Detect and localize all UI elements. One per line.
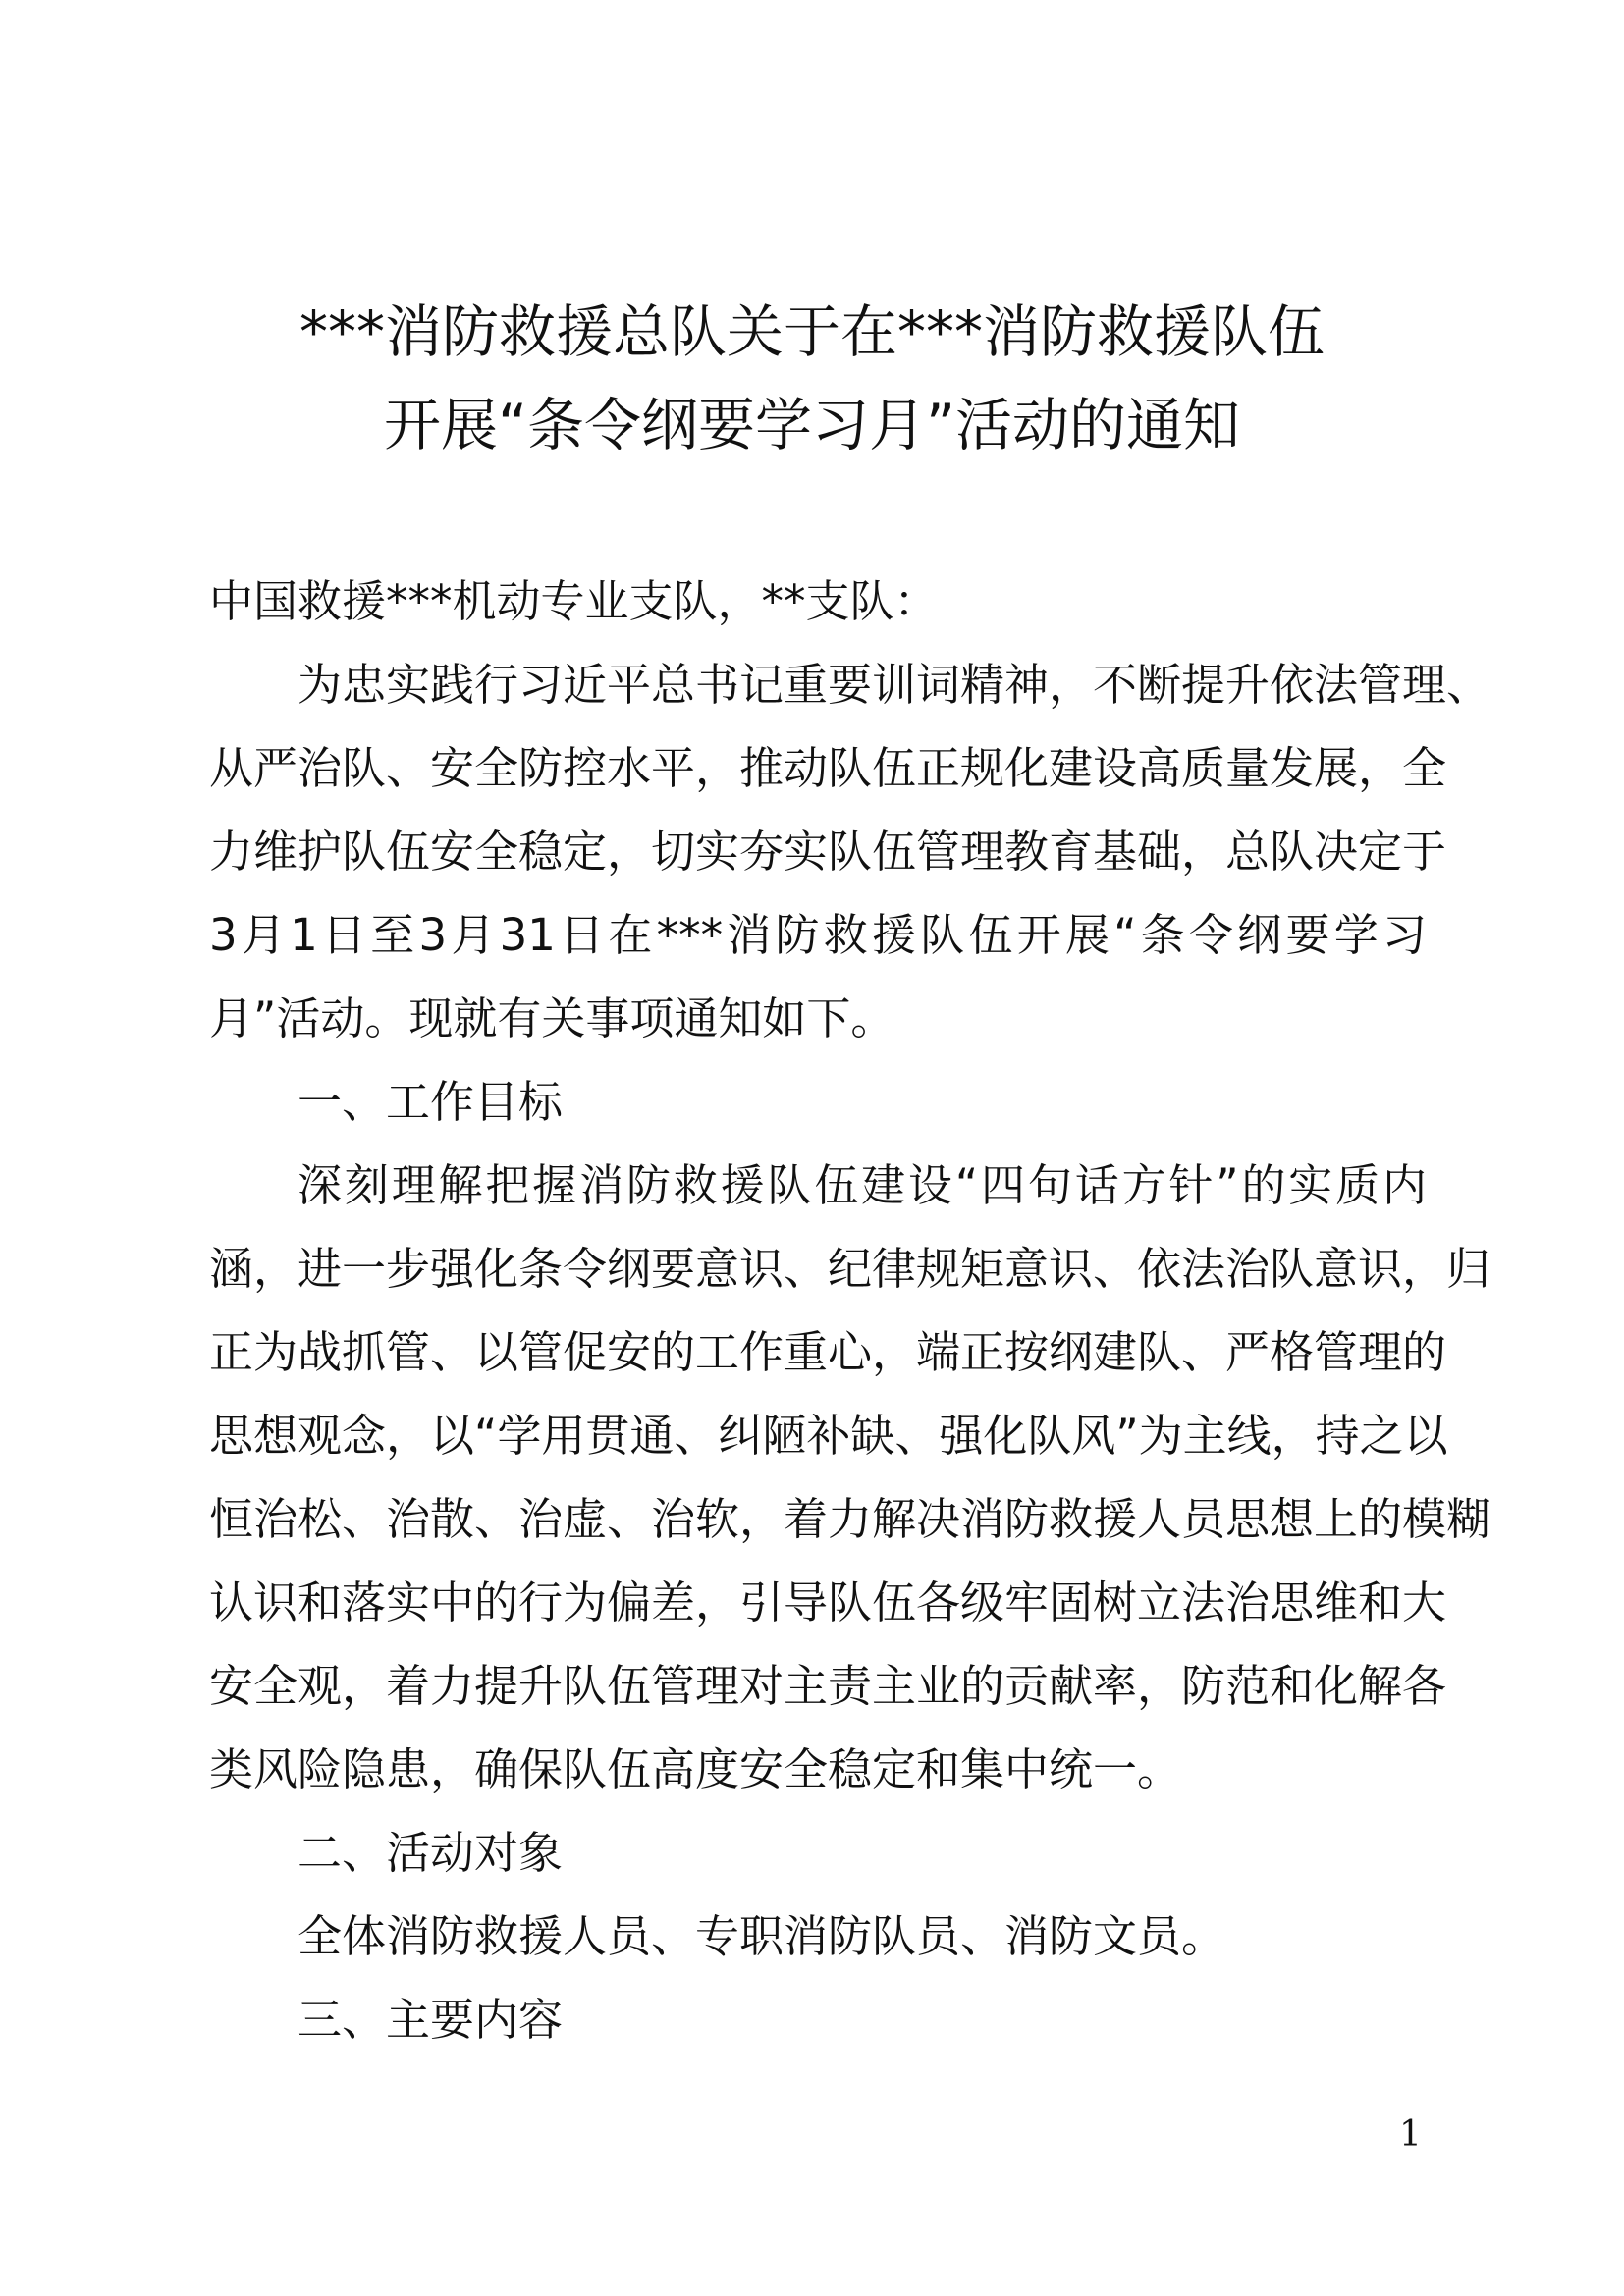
section-heading-1: 一、工作目标 bbox=[298, 1076, 564, 1128]
section-heading-2: 二、活动对象 bbox=[298, 1827, 564, 1879]
paragraph-2-line-6: 认识和落实中的行为偏差，引导队伍各级牢固树立法治思维和大 bbox=[209, 1576, 1447, 1629]
paragraph-1-line-5: 月”活动。现就有关事项通知如下。 bbox=[209, 992, 895, 1044]
paragraph-1-line-3: 力维护队伍安全稳定，切实夯实队伍管理教育基础，总队决定于 bbox=[209, 826, 1447, 878]
paragraph-3: 全体消防救援人员、专职消防队员、消防文员。 bbox=[298, 1910, 1226, 1962]
paragraph-1-line-2: 从严治队、安全防控水平，推动队伍正规化建设高质量发展，全 bbox=[209, 742, 1447, 794]
document-title-line-1: ***消防救援总队关于在***消防救援队伍 bbox=[298, 298, 1325, 365]
paragraph-2-line-1: 深刻理解把握消防救援队伍建设“四句话方针”的实质内 bbox=[298, 1159, 1427, 1211]
paragraph-1-line-1: 为忠实践行习近平总书记重要训词精神，不断提升依法管理、 bbox=[298, 659, 1491, 711]
document-title-line-2: 开展“条令纲要学习月”活动的通知 bbox=[383, 392, 1241, 458]
paragraph-2-line-5: 恒治松、治散、治虚、治软，着力解决消防救援人员思想上的模糊 bbox=[209, 1493, 1491, 1545]
salutation: 中国救援***机动专业支队，**支队： bbox=[209, 575, 939, 627]
paragraph-2-line-8: 类风险隐患，确保队伍高度安全稳定和集中统一。 bbox=[209, 1743, 1182, 1795]
paragraph-2-line-3: 正为战抓管、以管促安的工作重心，端正按纲建队、严格管理的 bbox=[209, 1326, 1447, 1378]
paragraph-1-line-4: 3月1日至3月31日在***消防救援队伍开展“条令纲要学习 bbox=[209, 909, 1427, 961]
paragraph-2-line-7: 安全观，着力提升队伍管理对主责主业的贡献率，防范和化解各 bbox=[209, 1660, 1447, 1712]
section-heading-3: 三、主要内容 bbox=[298, 1994, 564, 2046]
paragraph-2-line-4: 思想观念，以“学用贯通、纠陋补缺、强化队风”为主线，持之以 bbox=[209, 1410, 1448, 1462]
page-number: 1 bbox=[1399, 2114, 1422, 2155]
paragraph-2-line-2: 涵，进一步强化条令纲要意识、纪律规矩意识、依法治队意识，归 bbox=[209, 1243, 1491, 1295]
